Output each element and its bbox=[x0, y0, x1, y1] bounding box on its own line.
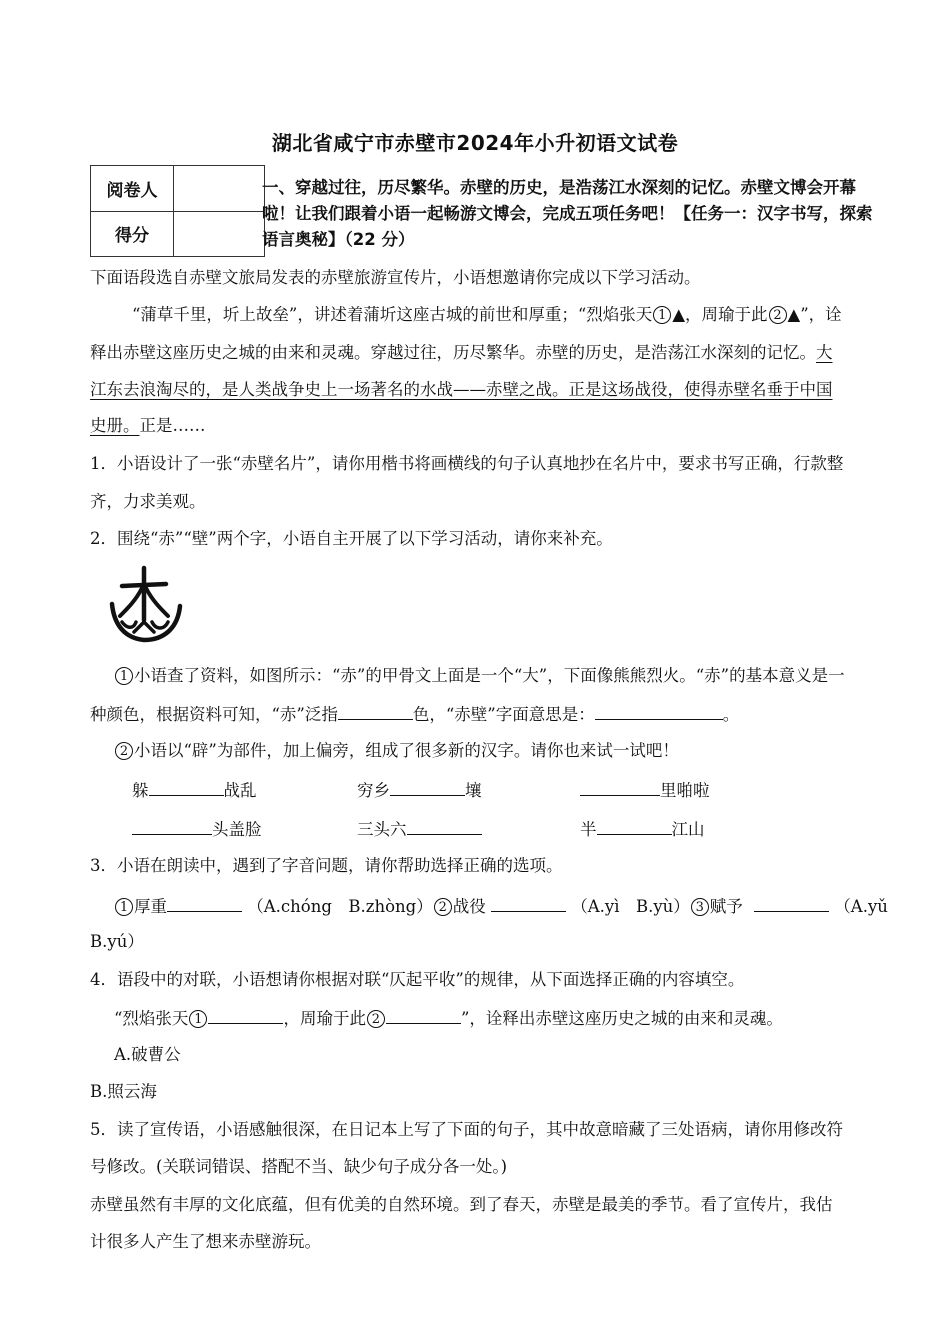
answer-blank[interactable] bbox=[595, 701, 723, 720]
passage-text: ，周瑜于此 bbox=[685, 305, 768, 324]
question-1-cont: 齐，力求美观。 bbox=[90, 492, 206, 511]
underlined-sentence: 大 bbox=[816, 343, 833, 362]
circle-number: 1 bbox=[115, 667, 133, 685]
diary-sentence-cont: 计很多人产生了想来赤壁游玩。 bbox=[90, 1232, 321, 1251]
circle-number: 1 bbox=[189, 1010, 207, 1028]
word-item bbox=[357, 777, 482, 803]
oracle-bone-chi-glyph-icon bbox=[108, 564, 184, 650]
question-5-cont: 号修改。(关联词错误、搭配不当、缺少句子成分各一处。) bbox=[90, 1157, 508, 1176]
word-text: 里啪啦 bbox=[660, 781, 710, 800]
question-text: 小语查了资料，如图所示：“赤”的甲骨文上面是一个“大”，下面像熊熊烈火。“赤”的基本意义是一 bbox=[134, 666, 845, 685]
answer-blank[interactable] bbox=[390, 777, 465, 796]
question-3-options bbox=[114, 893, 888, 919]
word-text: 三头六 bbox=[357, 820, 407, 839]
answer-blank[interactable] bbox=[597, 816, 672, 835]
answer-blank[interactable] bbox=[491, 893, 566, 912]
diary-sentence: 赤壁虽然有丰厚的文化底蕴，但有优美的自然环境。到了春天，赤壁是最美的季节。看了宣传片，我估 bbox=[90, 1195, 833, 1214]
underlined-sentence: 江东去浪淘尽的，是人类战争史上一场著名的水战——赤壁之战。正是这场战役，使得赤壁名垂于中国 bbox=[90, 380, 833, 399]
word-text: 头盖脸 bbox=[212, 820, 262, 839]
question-1: 1．小语设计了一张“赤壁名片”，请你用楷书将画横线的句子认真地抄在名片中，要求书写正确，行款整 bbox=[90, 454, 844, 473]
answer-blank[interactable] bbox=[754, 893, 829, 912]
triangle-mark: ▲ bbox=[787, 305, 801, 324]
pinyin-options: （A.yǔ bbox=[834, 897, 888, 916]
circle-number: 3 bbox=[691, 898, 709, 916]
question-text: 色，“赤壁”字面意思是： bbox=[412, 705, 595, 724]
answer-blank[interactable] bbox=[580, 777, 660, 796]
question-3: 3．小语在朗读中，遇到了字音问题，请你帮助选择正确的选项。 bbox=[90, 856, 563, 875]
word-item bbox=[357, 816, 482, 842]
option-a: A.破曹公 bbox=[114, 1045, 181, 1064]
answer-blank[interactable] bbox=[338, 701, 413, 720]
word-text: 厚重 bbox=[134, 897, 167, 916]
passage-text: “蒲草千里，圻上故垒”，讲述着蒲圻这座古城的前世和厚重；“烈焰张天 bbox=[132, 305, 653, 324]
intro-text: 下面语段选自赤壁文旅局发表的赤壁旅游宣传片，小语想邀请你完成以下学习活动。 bbox=[90, 268, 701, 287]
question-text: ，周瑜于此 bbox=[283, 1009, 366, 1028]
question-text: ”，诠释出赤壁这座历史之城的由来和灵魂。 bbox=[460, 1009, 783, 1028]
circle-number: 2 bbox=[115, 742, 133, 760]
answer-blank[interactable] bbox=[149, 777, 224, 796]
word-item bbox=[580, 777, 710, 803]
passage-line-1 bbox=[132, 303, 842, 327]
reviewer-cell bbox=[174, 166, 265, 212]
answer-blank[interactable] bbox=[407, 816, 482, 835]
passage-text: 正是…… bbox=[139, 416, 206, 435]
word-text: 半 bbox=[580, 820, 597, 839]
word-text: 战乱 bbox=[223, 781, 257, 800]
answer-blank[interactable] bbox=[167, 893, 242, 912]
word-text: 江山 bbox=[671, 820, 705, 839]
circle-number: 2 bbox=[367, 1010, 385, 1028]
circle-number: 2 bbox=[769, 306, 787, 324]
answer-blank[interactable] bbox=[132, 816, 212, 835]
passage-line-2 bbox=[90, 341, 833, 365]
question-2-sub-2 bbox=[114, 739, 679, 763]
answer-blank[interactable] bbox=[386, 1005, 461, 1024]
score-label: 得分 bbox=[91, 211, 174, 257]
option-b: B.照云海 bbox=[90, 1082, 157, 1101]
reviewer-label: 阅卷人 bbox=[91, 166, 174, 212]
word-text: 壤 bbox=[465, 781, 482, 800]
question-4: 4．语段中的对联，小语想请你根据对联“仄起平收”的规律，从下面选择正确的内容填空。 bbox=[90, 970, 745, 989]
pinyin-options: （A.chóng B.zhòng） bbox=[247, 897, 433, 916]
triangle-mark: ▲ bbox=[672, 305, 686, 324]
question-4-couplet bbox=[114, 1005, 783, 1031]
word-text: 穷乡 bbox=[357, 781, 390, 800]
question-2-sub-1-cont bbox=[90, 701, 739, 727]
question-5: 5．读了宣传语，小语感触很深，在日记本上写了下面的句子，其中故意暗藏了三处语病，请你用修改符 bbox=[90, 1120, 843, 1139]
question-2-sub-1 bbox=[114, 664, 845, 688]
answer-blank[interactable] bbox=[208, 1005, 283, 1024]
word-text: 躲 bbox=[132, 781, 149, 800]
question-text: “烈焰张天 bbox=[114, 1009, 189, 1028]
passage-text: ”，诠 bbox=[800, 305, 842, 324]
word-text: 战役 bbox=[452, 897, 486, 916]
question-2: 2．围绕“赤”“壁”两个字，小语自主开展了以下学习活动，请你来补充。 bbox=[90, 529, 613, 548]
question-text: 小语以“辟”为部件，加上偏旁，组成了很多新的汉字。请你也来试一试吧！ bbox=[134, 741, 679, 760]
part-one-heading: 一、穿越过往，历尽繁华。赤壁的历史，是浩荡江水深刻的记忆。赤壁文博会开幕啦！让我们跟着小语一起畅游文博会，完成五项任务吧！【任务一：汉字书写，探索语言奥秘】（22 分） bbox=[262, 178, 873, 249]
passage-line-4 bbox=[90, 414, 206, 438]
underlined-sentence: 史册。 bbox=[90, 416, 140, 435]
word-item bbox=[132, 816, 262, 842]
circle-number: 1 bbox=[115, 898, 133, 916]
circle-number: 2 bbox=[434, 898, 452, 916]
question-text: 种颜色，根据资料可知，“赤”泛指 bbox=[90, 705, 338, 724]
page-title: 湖北省咸宁市赤壁市2024年小升初语文试卷 bbox=[271, 131, 679, 155]
pinyin-options-cont: B.yú） bbox=[90, 932, 144, 951]
circle-number: 1 bbox=[653, 306, 671, 324]
pinyin-options: （A.yì B.yù） bbox=[571, 897, 690, 916]
word-item bbox=[132, 777, 257, 803]
word-item bbox=[580, 816, 705, 842]
score-cell bbox=[174, 211, 265, 257]
score-table bbox=[90, 165, 265, 257]
word-text: 赋予 bbox=[709, 897, 743, 916]
passage-text: 释出赤壁这座历史之城的由来和灵魂。穿越过往，历尽繁华。赤壁的历史，是浩荡江水深刻的记忆。 bbox=[90, 343, 816, 362]
question-text: 。 bbox=[722, 705, 740, 724]
